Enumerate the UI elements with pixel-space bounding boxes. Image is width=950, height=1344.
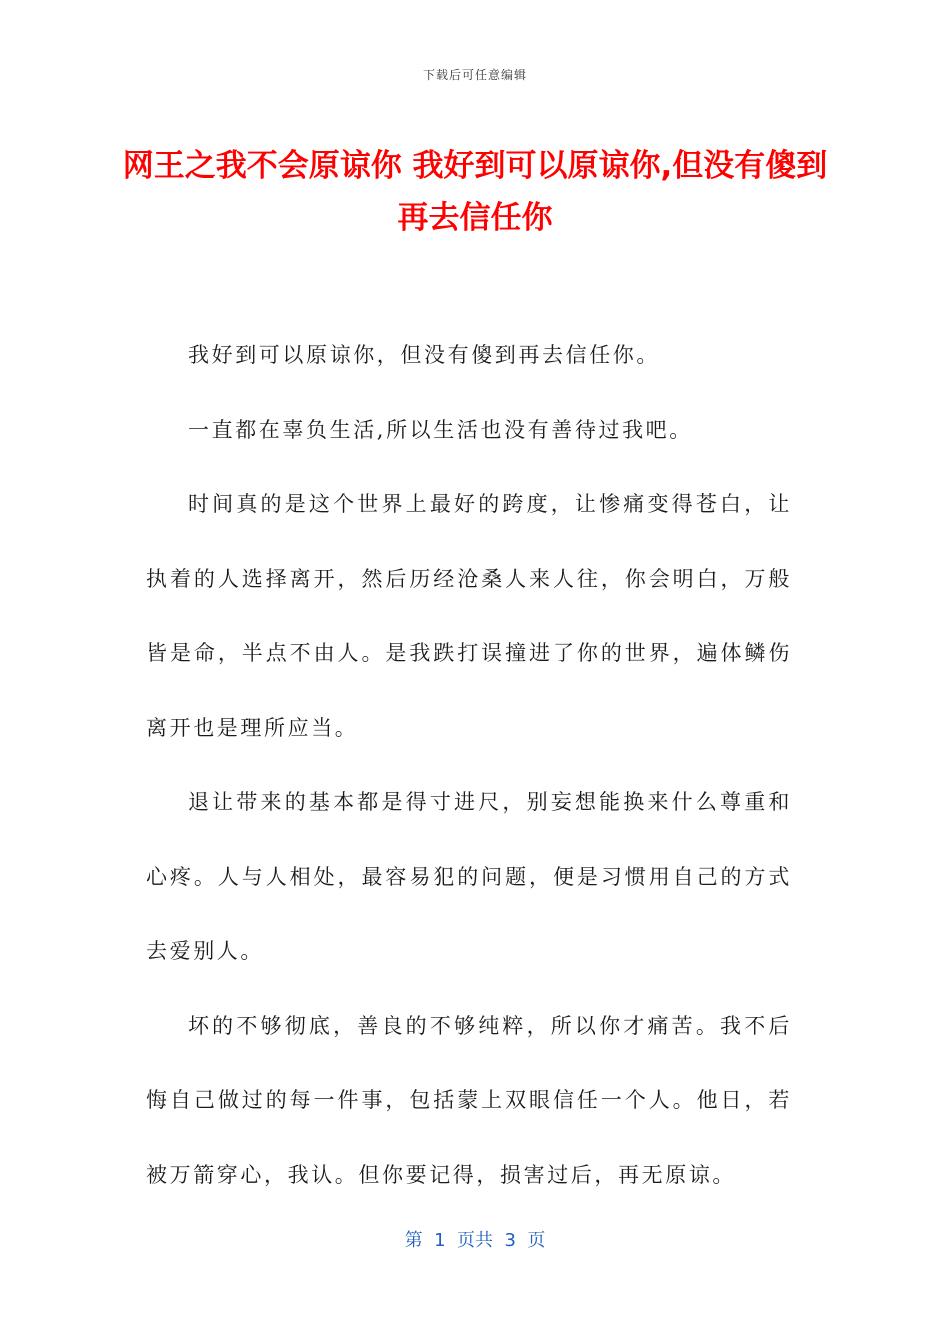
document-body — [146, 318, 792, 1212]
paragraph: 时间真的是这个世界上最好的跨度，让惨痛变得苍白，让执着的人选择离开，然后历经沧桑人来人往，你会明白，万般皆是命，半点不由人。是我跌打误撞进了你的世界，遍体鳞伤离开也是理所应当。 — [146, 492, 792, 740]
paragraph: 坏的不够彻底，善良的不够纯粹，所以你才痛苦。我不后悔自己做过的每一件事，包括蒙上双眼信任一个人。他日，若被万箭穿心，我认。但你要记得，损害过后，再无原谅。 — [146, 1013, 792, 1187]
document-title: 网王之我不会原谅你 我好到可以原谅你,但没有傻到再去信任你 — [122, 148, 828, 236]
header-note: 下载后可任意编辑 — [422, 68, 527, 82]
paragraph: 我好到可以原谅你，但没有傻到再去信任你。 — [188, 343, 660, 367]
paragraph: 一直都在辜负生活,所以生活也没有善待过我吧。 — [188, 417, 693, 442]
page-number-footer: 第 1 页共 3 页 — [404, 1230, 546, 1251]
paragraph: 退让带来的基本都是得寸进尺，别妄想能换来什么尊重和心疼。人与人相处，最容易犯的问题，便是习惯用自己的方式去爱别人。 — [146, 790, 792, 963]
